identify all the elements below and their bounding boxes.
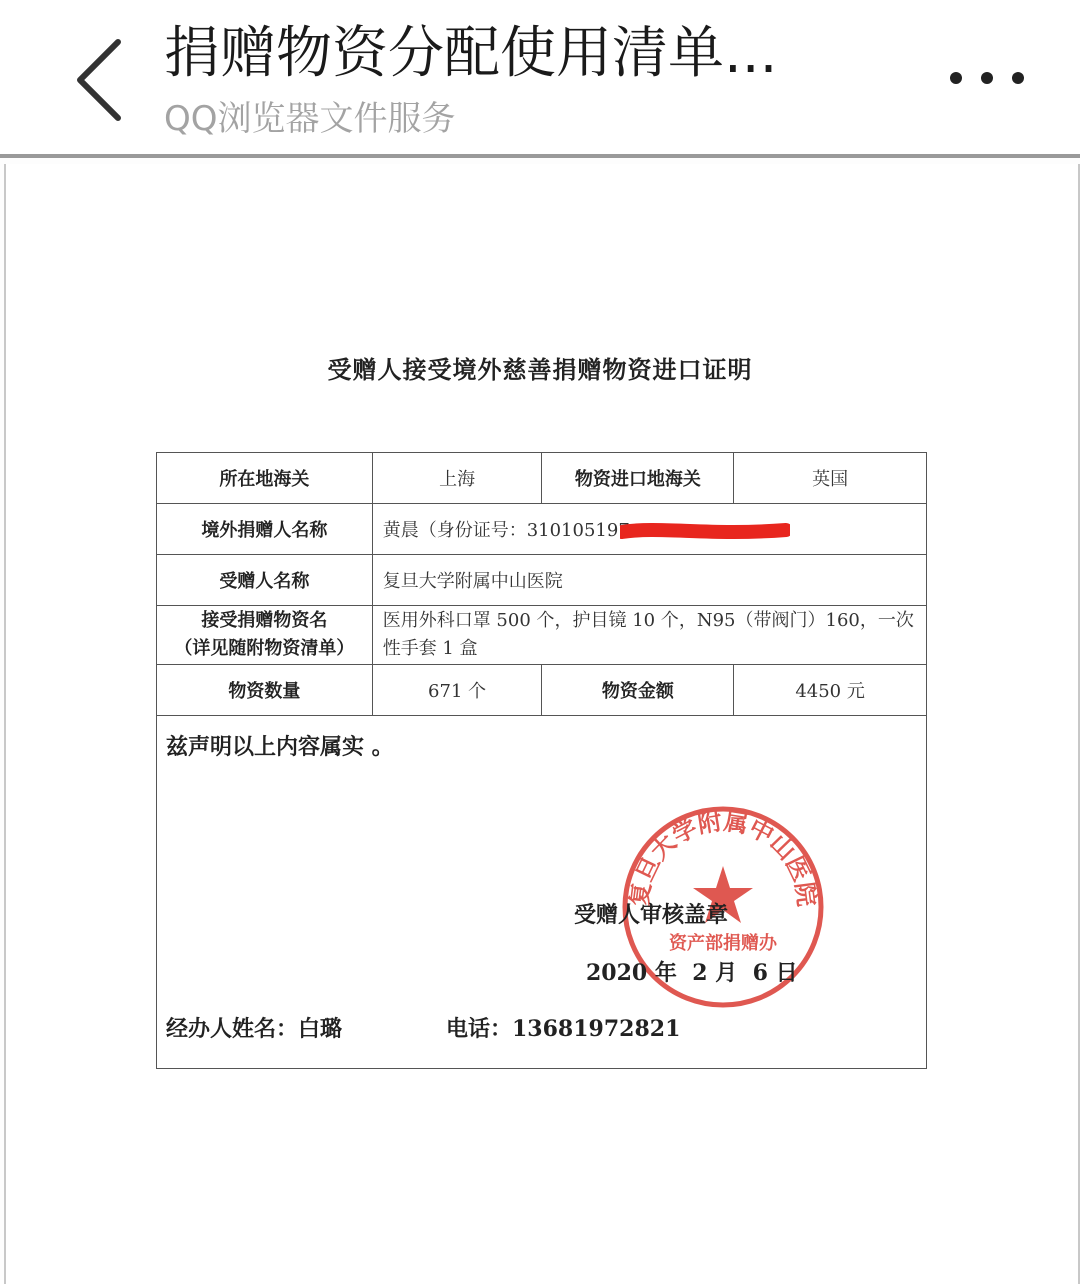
- quantity-label: 物资数量: [157, 665, 373, 716]
- table-row: [157, 606, 927, 665]
- amount-value: 4450 元: [734, 665, 927, 716]
- more-horizontal-icon: [944, 58, 1030, 98]
- table-row: [157, 504, 927, 555]
- quantity-value: 671 个: [372, 665, 542, 716]
- date-year: 2020: [586, 960, 648, 986]
- app-bar: [0, 0, 1080, 158]
- date-month-unit: 月: [715, 960, 738, 986]
- goods-label-line1: 接受捐赠物资名: [201, 610, 328, 631]
- goods-value: 医用外科口罩 500 个，护目镜 10 个，N95（带阀门）160，一次性手套 1 盒: [372, 606, 926, 665]
- customs-label: 所在地海关: [157, 453, 373, 504]
- donor-label: 境外捐赠人名称: [157, 504, 373, 555]
- back-button[interactable]: [60, 30, 140, 130]
- certificate-table: [156, 452, 927, 716]
- seal-subtext: 资产部捐赠办: [669, 933, 777, 954]
- date-day: 6: [752, 960, 768, 986]
- page-subtitle: QQ浏览器文件服务: [164, 99, 456, 139]
- signature-date: [586, 956, 798, 987]
- document-title: 受赠人接受境外慈善捐赠物资进口证明: [327, 355, 753, 384]
- recipient-label: 受赠人名称: [157, 555, 373, 606]
- seal-text: 复旦大学附属中山医院: [624, 806, 822, 908]
- chevron-left-icon: [60, 30, 140, 130]
- date-year-unit: 年: [654, 960, 677, 986]
- handler-phone: 电话：13681972821: [446, 1016, 681, 1042]
- goods-label: [157, 606, 373, 665]
- declaration-text: 兹声明以上内容属实 。: [166, 734, 394, 760]
- customs-value: 上海: [372, 453, 542, 504]
- table-row: [157, 453, 927, 504]
- redaction-mark: [620, 520, 790, 542]
- date-day-unit: 日: [775, 960, 798, 986]
- amount-label: 物资金额: [542, 665, 734, 716]
- more-button[interactable]: [944, 58, 1030, 98]
- import-customs-label: 物资进口地海关: [542, 453, 734, 504]
- table-row: [157, 665, 927, 716]
- recipient-value: 复旦大学附属中山医院: [372, 555, 926, 606]
- seal-caption: 受赠人审核盖章: [574, 902, 729, 928]
- date-month: 2: [692, 960, 708, 986]
- handler-name: 经办人姓名：白璐: [166, 1016, 343, 1042]
- goods-label-line2: （详见随附物资清单）: [174, 638, 355, 659]
- import-customs-value: 英国: [734, 453, 927, 504]
- table-row: [157, 555, 927, 606]
- page-title: 捐赠物资分配使用清单...: [164, 21, 778, 86]
- donor-value: 黄晨（身份证号：310105197: [372, 504, 926, 555]
